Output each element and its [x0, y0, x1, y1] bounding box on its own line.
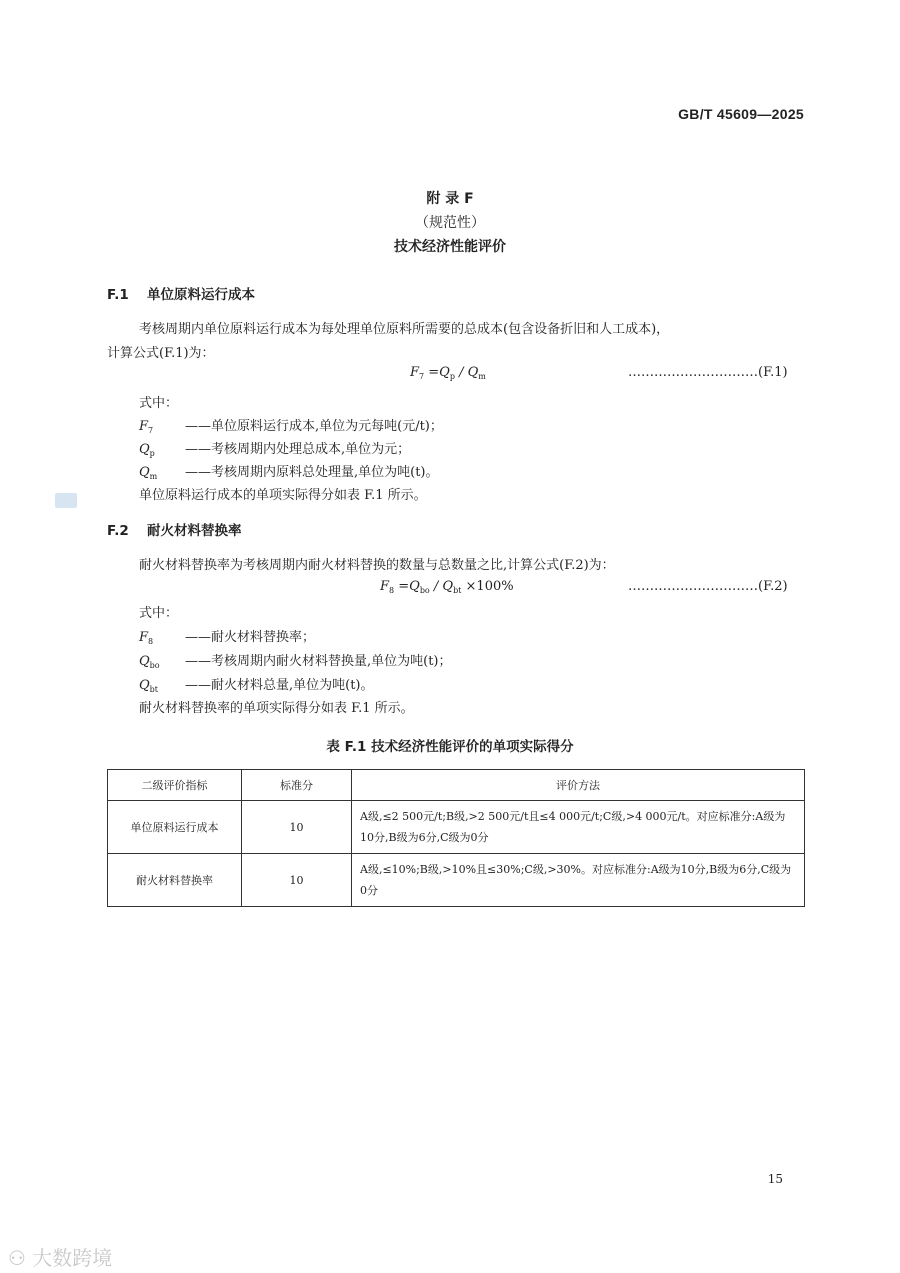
appendix-name: 技术经济性能评价: [394, 239, 506, 255]
watermark-logo-icon: ⚇: [8, 1246, 33, 1270]
method-cell: A级,≤2 500元/t;B级,>2 500元/t且≤4 000元/t;C级,>4 000元/t。对应标准分:A级为10分,B级为6分,C级为0分: [352, 801, 805, 854]
table-row: [108, 801, 805, 854]
appendix-nature: （规范性）: [415, 215, 485, 231]
indicator-cell: 耐火材料替换率: [108, 854, 242, 907]
table-caption: 表 F.1 技术经济性能评价的单项实际得分: [326, 739, 574, 755]
formula-f1: $F_7 =Q_p / Q_m$: [410, 365, 486, 381]
section-title: 耐火材料替换率: [147, 523, 242, 539]
paragraph: 考核周期内单位原料运行成本为每处理单位原料所需要的总成本(包含设备折旧和人工成本)，: [139, 322, 670, 337]
formula-number: …………………………(F.1): [628, 365, 788, 380]
variable-definition: $Q_m$ ——考核周期内原料总处理量,单位为吨(t)。: [139, 465, 439, 481]
column-header: 评价方法: [352, 770, 805, 801]
formula-number: …………………………(F.2): [628, 579, 788, 594]
column-header: 标准分: [242, 770, 352, 801]
table-header-row: [108, 770, 805, 801]
variable-definition: $Q_{bo}$ ——考核周期内耐火材料替换量,单位为吨(t)；: [139, 654, 452, 670]
section-heading-f2: [107, 519, 242, 539]
page-number: 15: [767, 1172, 783, 1186]
method-cell: A级,≤10%;B级,>10%且≤30%;C级,>30%。对应标准分:A级为10分,B级为6分,C级为0分: [352, 854, 805, 907]
column-header: 二级评价指标: [108, 770, 242, 801]
paragraph: 耐火材料替换率为考核周期内耐火材料替换的数量与总数量之比,计算公式(F.2)为：: [139, 558, 615, 573]
score-table: [107, 769, 805, 907]
section-title: 单位原料运行成本: [147, 287, 255, 303]
formula-f2: $F_8 =Q_{bo} / Q_{bt} \times 100\%$: [380, 579, 514, 595]
note: 耐火材料替换率的单项实际得分如表 F.1 所示。: [139, 701, 414, 716]
indicator-cell: 单位原料运行成本: [108, 801, 242, 854]
variable-definition: $F_8$ ——耐火材料替换率；: [139, 630, 316, 646]
score-cell: 10: [242, 801, 352, 854]
note: 单位原料运行成本的单项实际得分如表 F.1 所示。: [139, 488, 427, 503]
table-row: [108, 854, 805, 907]
score-cell: 10: [242, 854, 352, 907]
section-heading-f1: [107, 283, 255, 303]
appendix-title: 附 录 F: [426, 191, 474, 207]
variable-definition: $F_7$ ——单位原料运行成本,单位为元每吨(元/t)；: [139, 419, 443, 435]
section-number: F.2: [107, 523, 129, 539]
paragraph: 计算公式(F.1)为：: [107, 346, 215, 361]
variable-definition: $Q_p$ ——考核周期内处理总成本,单位为元；: [139, 442, 411, 458]
where-label: 式中：: [139, 396, 179, 411]
where-label: 式中：: [139, 606, 179, 621]
section-number: F.1: [107, 287, 129, 303]
variable-definition: $Q_{bt}$ ——耐火材料总量,单位为吨(t)。: [139, 678, 374, 694]
watermark: ⚇ 大数跨境: [8, 1246, 113, 1270]
standard-number: GB/T 45609—2025: [678, 106, 804, 122]
side-tag-icon: [55, 493, 77, 508]
